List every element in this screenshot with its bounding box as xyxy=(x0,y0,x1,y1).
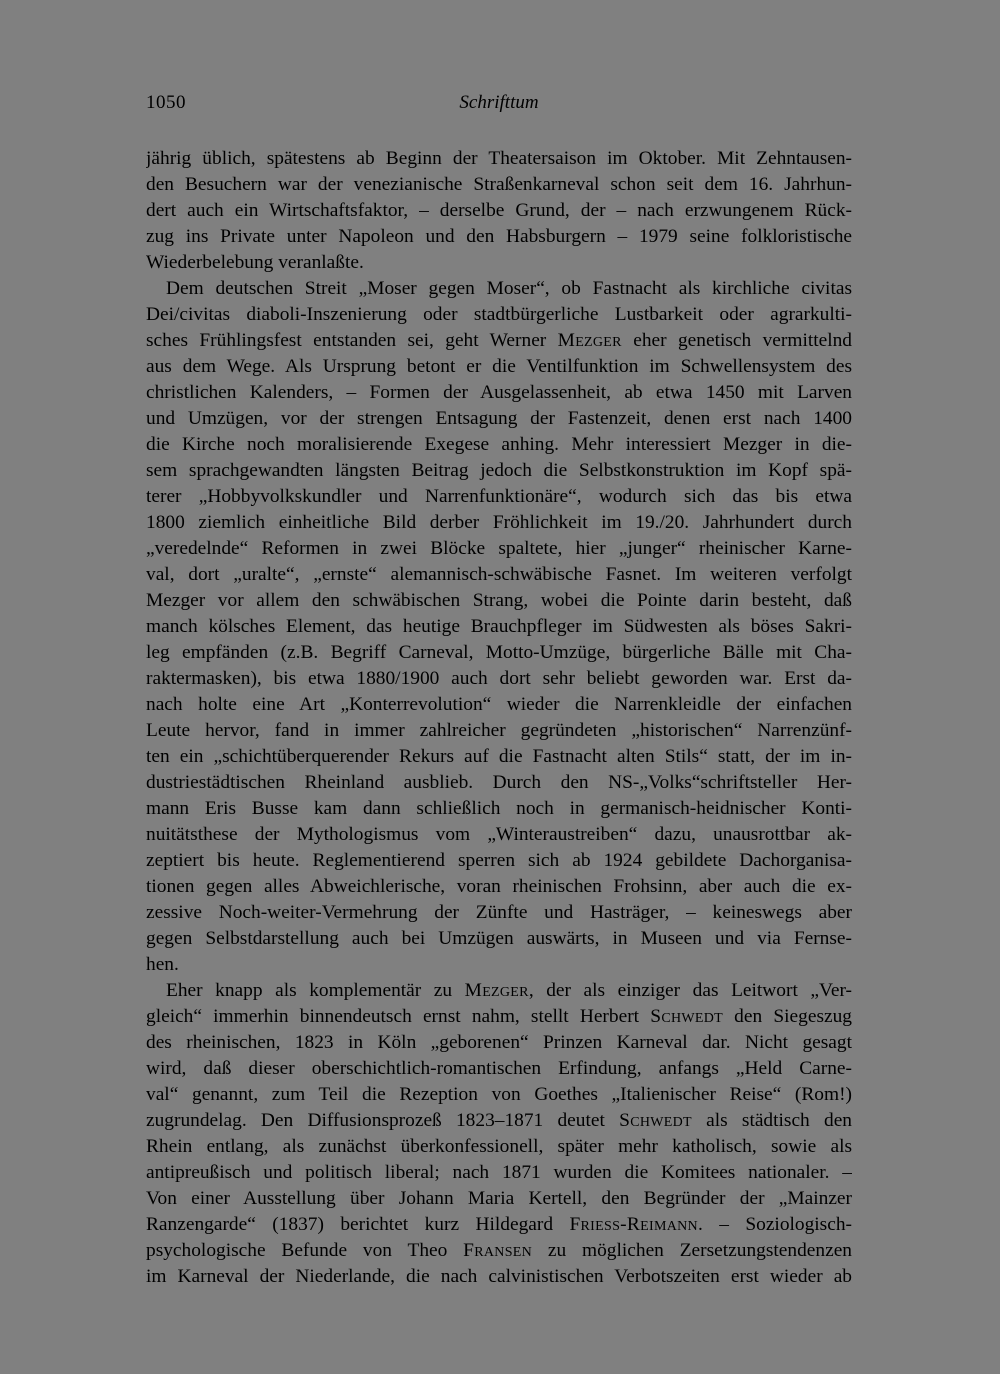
text-line: gleich“ immerhin binnendeutsch ernst nahm, stellt Herbert Schwedt den Siegeszug xyxy=(146,1006,852,1027)
page-number: 1050 xyxy=(146,92,186,113)
text-line: zugrundelag. Den Diffusionsprozeß 1823–1871 deutet Schwedt als städtisch den xyxy=(146,1110,852,1131)
text-line: hen. xyxy=(146,954,179,975)
text-line: den Besuchern war der venezianische Straßenkarneval schon seit dem 16. Jahrhun- xyxy=(146,174,852,195)
text-line: „veredelnde“ Reformen in zwei Blöcke spaltete, hier „junger“ rheinischer Karne- xyxy=(146,538,852,559)
text-line: zug ins Private unter Napoleon und den Habsburgern – 1979 seine folkloristische xyxy=(146,226,852,247)
text-line: Rhein entlang, als zunächst überkonfessionell, später mehr katholisch, sowie als xyxy=(146,1136,852,1157)
text-line: ten ein „schichtüberquerender Rekurs auf die Fastnacht alten Stils“ statt, der im in- xyxy=(146,746,852,767)
text-line: Dem deutschen Streit „Moser gegen Moser“, ob Fastnacht als kirchliche civitas xyxy=(166,278,852,299)
body-text xyxy=(146,146,852,1290)
text-line: terer „Hobbyvolkskundler und Narrenfunktionäre“, wodurch sich das bis etwa xyxy=(146,486,852,507)
text-line: dert auch ein Wirtschaftsfaktor, – derselbe Grund, der – nach erzwungenem Rück- xyxy=(146,200,852,221)
text-line: und Umzügen, vor der strengen Entsagung der Fastenzeit, denen erst nach 1400 xyxy=(146,408,852,429)
text-line: sem sprachgewandten längsten Beitrag jedoch die Selbstkonstruktion im Kopf spä- xyxy=(146,460,852,481)
text-line: tionen gegen alles Abweichlerische, voran rheinischen Frohsinn, aber auch die ex- xyxy=(146,876,852,897)
author-name: Schwedt xyxy=(650,1006,723,1027)
author-name: Schwedt xyxy=(619,1110,692,1131)
running-title: Schrifttum xyxy=(459,92,539,113)
text-line: nuitätsthese der Mythologismus vom „Winteraustreiben“ dazu, unausrottbar ak- xyxy=(146,824,852,845)
text-line: Von einer Ausstellung über Johann Maria Kertell, den Begründer der „Mainzer xyxy=(146,1188,852,1209)
text-line: christlichen Kalenders, – Formen der Ausgelassenheit, ab etwa 1450 mit Larven xyxy=(146,382,852,403)
text-line: dustriestädtischen Rheinland ausblieb. Durch den NS-„Volks“schriftsteller Her- xyxy=(146,772,852,793)
text-line: leg empfänden (z.B. Begriff Carneval, Motto-Umzüge, bürgerliche Bälle mit Cha- xyxy=(146,642,852,663)
text-line: des rheinischen, 1823 in Köln „geborenen“ Prinzen Karneval dar. Nicht gesagt xyxy=(146,1032,852,1053)
text-line: antipreußisch und politisch liberal; nach 1871 wurden die Komitees nationaler. – xyxy=(146,1162,852,1183)
text-line: manch kölsches Element, das heutige Brauchpfleger im Südwesten als böses Sakri- xyxy=(146,616,852,637)
text-line: raktermasken), bis etwa 1880/1900 auch dort sehr beliebt geworden war. Erst da- xyxy=(146,668,852,689)
text-line: jährig üblich, spätestens ab Beginn der Theatersaison im Oktober. Mit Zehntausen- xyxy=(146,148,852,169)
text-line: aus dem Wege. Als Ursprung betont er die Ventilfunktion im Schwellensystem des xyxy=(146,356,852,377)
text-line: mann Eris Busse kam dann schließlich noch in germanisch-heidnischer Konti- xyxy=(146,798,852,819)
text-line: val, dort „uralte“, „ernste“ alemannisch-schwäbische Fasnet. Im weiteren verfolgt xyxy=(146,564,852,585)
page-header xyxy=(146,92,852,122)
text-line: nach holte eine Art „Konterrevolution“ wieder die Narrenkleidle der einfachen xyxy=(146,694,852,715)
text-line: psychologische Befunde von Theo Fransen zu möglichen Zersetzungstendenzen xyxy=(146,1240,852,1261)
text-line: Eher knapp als komplementär zu Mezger, der als einziger das Leitwort „Ver- xyxy=(166,980,852,1001)
author-name: Fransen xyxy=(463,1240,533,1261)
text-line: sches Frühlingsfest entstanden sei, geht Werner Mezger eher genetisch vermittelnd xyxy=(146,330,852,351)
text-line: 1800 ziemlich einheitliche Bild derber Fröhlichkeit im 19./20. Jahrhundert durch xyxy=(146,512,852,533)
text-line: zessive Noch-weiter-Vermehrung der Zünfte und Hasträger, – keineswegs aber xyxy=(146,902,852,923)
text-line: zeptiert bis heute. Reglementierend sperren sich ab 1924 gebildete Dachorganisa- xyxy=(146,850,852,871)
text-line: wird, daß dieser oberschichtlich-romantischen Erfindung, anfangs „Held Carne- xyxy=(146,1058,852,1079)
text-line: Wiederbelebung veranlaßte. xyxy=(146,252,364,273)
text-line: gegen Selbstdarstellung auch bei Umzügen auswärts, in Museen und via Fernse- xyxy=(146,928,852,949)
author-name: Mezger xyxy=(557,330,622,351)
text-line: die Kirche noch moralisierende Exegese anhing. Mehr interessiert Mezger in die- xyxy=(146,434,852,455)
text-line: Dei/civitas diaboli-Inszenierung oder stadtbürgerliche Lustbarkeit oder agrarkulti- xyxy=(146,304,852,325)
text-line: Leute hervor, fand in immer zahlreicher gegründeten „historischen“ Narrenzünf- xyxy=(146,720,852,741)
text-line: val“ genannt, zum Teil die Rezeption von Goethes „Italienischer Reise“ (Rom!) xyxy=(146,1084,852,1105)
author-name: Friess-Reimann xyxy=(569,1214,698,1235)
text-line: Mezger vor allem den schwäbischen Strang, wobei die Pointe darin besteht, daß xyxy=(146,590,852,611)
text-line: Ranzengarde“ (1837) berichtet kurz Hildegard Friess-Reimann. – Soziologisch- xyxy=(146,1214,852,1235)
author-name: Mezger xyxy=(464,980,529,1001)
text-line: im Karneval der Niederlande, die nach calvinistischen Verbotszeiten erst wieder ab xyxy=(146,1266,852,1287)
